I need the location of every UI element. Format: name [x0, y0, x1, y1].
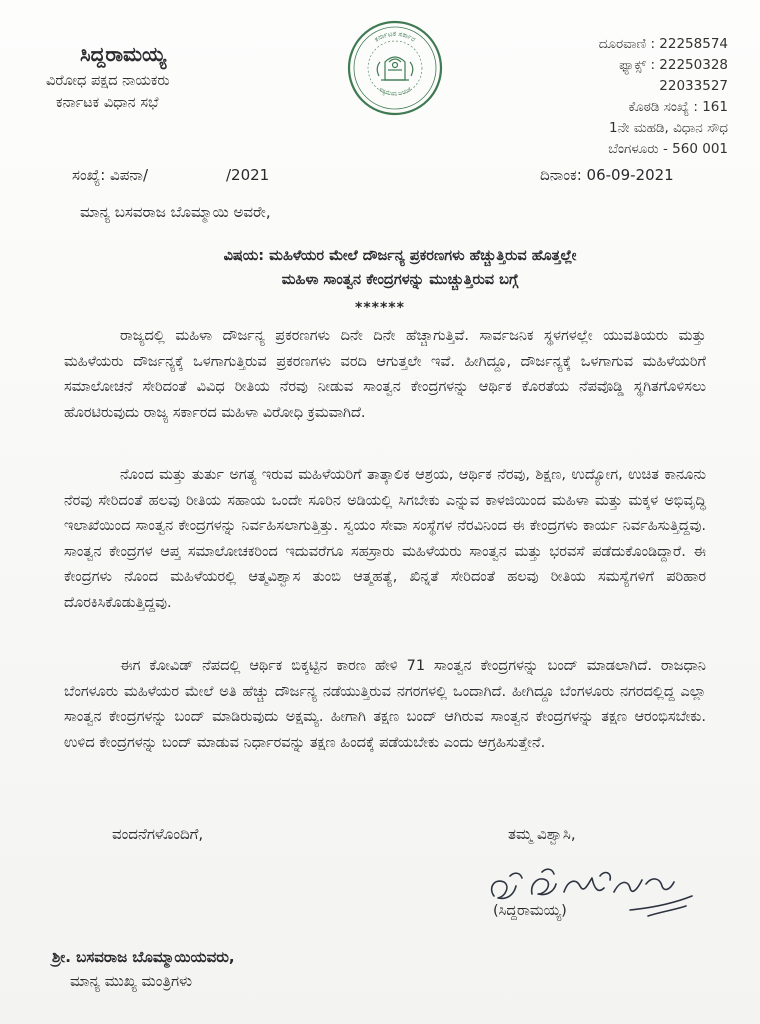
phone-number-2: 22033527	[659, 78, 728, 94]
office-city: ಬೆಂಗಳೂರು - 560 001	[608, 141, 728, 157]
salutation: ಮಾನ್ಯ ಬಸವರಾಜ ಬೊಮ್ಮಾಯಿ ಅವರೇ,	[80, 203, 271, 221]
body-paragraph-3	[64, 654, 706, 756]
subject-line-2: ಮಹಿಳಾ ಸಾಂತ್ವನ ಕೇಂದ್ರಗಳನ್ನು ಮುಚ್ಚುತ್ತಿರುವ ಬಗ್ಗೆ	[281, 272, 519, 288]
body-paragraph-1-text: ರಾಜ್ಯದಲ್ಲಿ ಮಹಿಳಾ ದೌರ್ಜನ್ಯ ಪ್ರಕರಣಗಳು ದಿನೇ ದಿನೇ ಹೆಚ್ಚಾಗುತ್ತಿವೆ. ಸಾರ್ವಜನಿಕ ಸ್ಥಳಗಳಲ್ಲೇ ಯುವತಿಯರು ಮತ್ತು ಮಹಿಳೆಯರು ದೌರ್ಜನ್ಯಕ್ಕೆ ಒಳಗಾಗುತ್ತಿರುವ ಪ್ರಕರಣಗಳು ವರದಿ ಆಗುತ್ತಲೇ ಇವೆ. ಹೀಗಿದ್ದೂ, ದೌರ್ಜನ್ಯಕ್ಕೆ ಒಳಗಾಗುವ ಮಹಿಳೆಯರಿಗೆ ಸಮಾಲೋಚನೆ ಸೇರಿದಂತೆ ವಿವಿಧ ರೀತಿಯ ನೆರವು ನೀಡುವ ಸಾಂತ್ವನ ಕೇಂದ್ರಗಳನ್ನು ಆರ್ಥಿಕ ಕೊರತೆಯ ನೆಪವೊಡ್ಡಿ ಸ್ಥಗಿತಗೊಳಿಸಲು ಹೊರಟಿರುವುದು ರಾಜ್ಯ ಸರ್ಕಾರದ ಮಹಿಳಾ ವಿರೋಧಿ ಕ್ರಮವಾಗಿದೆ.	[64, 328, 706, 421]
reference-year: /2021	[226, 166, 270, 184]
subject	[140, 244, 660, 292]
office-floor: 1ನೇ ಮಹಡಿ, ವಿಧಾನ ಸೌಧ	[609, 120, 728, 136]
sender-office: ಕರ್ನಾಟಕ ವಿಧಾನ ಸಭೆ	[56, 95, 159, 111]
reference-number: ಸಂಖ್ಯೆ: ವಿಪನಾ/	[72, 166, 149, 184]
sender-designation: ವಿರೋಧ ಪಕ್ಷದ ನಾಯಕರು	[46, 73, 170, 89]
karnataka-seal-emblem	[345, 18, 445, 118]
addressee-name: ಶ್ರೀ. ಬಸವರಾಜ ಬೊಮ್ಮಾಯಿಯವರು,	[52, 948, 235, 966]
body-paragraph-1	[64, 324, 706, 426]
room-number: ಕೊಠಡಿ ಸಂಖ್ಯೆ : 161	[628, 99, 728, 115]
closing-greeting: ವಂದನೆಗಳೊಂದಿಗೆ,	[112, 825, 204, 843]
phone-number: ದೂರವಾಣಿ : 22258574	[598, 36, 728, 52]
svg-text:ಸತ್ಯಮೇವ ಜಯತೆ	[378, 86, 413, 98]
closing-yours: ತಮ್ಮ ವಿಶ್ವಾಸಿ,	[508, 825, 576, 843]
seal-text-bottom: ಸತ್ಯಮೇವ ಜಯತೆ	[377, 86, 413, 98]
seal-text-top: ಕರ್ನಾಟಕ ಸರ್ಕಾರ	[373, 29, 417, 44]
letter-date: ದಿನಾಂಕ: 06-09-2021	[540, 166, 674, 184]
body-paragraph-3-text: ಈಗ ಕೋವಿಡ್ ನೆಪದಲ್ಲಿ ಆರ್ಥಿಕ ಬಿಕ್ಕಟ್ಟಿನ ಕಾರಣ ಹೇಳಿ 71 ಸಾಂತ್ವನ ಕೇಂದ್ರಗಳನ್ನು ಬಂದ್ ಮಾಡಲಾಗಿದೆ. ರಾಜಧಾನಿ ಬೆಂಗಳೂರು ಮಹಿಳೆಯರ ಮೇಲೆ ಅತಿ ಹೆಚ್ಚು ದೌರ್ಜನ್ಯ ನಡೆಯುತ್ತಿರುವ ನಗರಗಳಲ್ಲಿ ಒಂದಾಗಿದೆ. ಹೀಗಿದ್ದೂ ಬೆಂಗಳೂರು ನಗರದಲ್ಲಿದ್ದ ಎಲ್ಲಾ ಸಾಂತ್ವನ ಕೇಂದ್ರಗಳನ್ನು ಬಂದ್ ಮಾಡಿರುವುದು ಅಕ್ಷಮ್ಯ. ಹೀಗಾಗಿ ತಕ್ಷಣ ಬಂದ್ ಆಗಿರುವ ಸಾಂತ್ವನ ಕೇಂದ್ರಗಳನ್ನು ತಕ್ಷಣ ಆರಂಭಿಸಬೇಕು. ಉಳಿದ ಕೇಂದ್ರಗಳನ್ನು ಬಂದ್ ಮಾಡುವ ನಿರ್ಧಾರವನ್ನು ತಕ್ಷಣ ಹಿಂದಕ್ಕೆ ಪಡೆಯಬೇಕು ಎಂದು ಆಗ್ರಹಿಸುತ್ತೇನೆ.	[64, 658, 706, 751]
signer-name: (ಸಿದ್ದರಾಮಯ್ಯ)	[493, 903, 567, 919]
contact-block	[599, 34, 728, 160]
body-paragraph-2-text: ನೊಂದ ಮತ್ತು ತುರ್ತು ಅಗತ್ಯ ಇರುವ ಮಹಿಳೆಯರಿಗೆ ತಾತ್ಕಾಲಿಕ ಆಶ್ರಯ, ಆರ್ಥಿಕ ನೆರವು, ಶಿಕ್ಷಣ, ಉದ್ಯೋಗ, ಉಚಿತ ಕಾನೂನು ನೆರವು ಸೇರಿದಂತೆ ಹಲವು ರೀತಿಯ ಸಹಾಯ ಒಂದೇ ಸೂರಿನ ಅಡಿಯಲ್ಲಿ ಸಿಗಬೇಕು ಎನ್ನುವ ಕಾಳಜಿಯಿಂದ ಮಹಿಳಾ ಮತ್ತು ಮಕ್ಕಳ ಅಭಿವೃದ್ಧಿ ಇಲಾಖೆಯಿಂದ ಸಾಂತ್ವನ ಕೇಂದ್ರಗಳನ್ನು ನಿರ್ವಹಿಸಲಾಗುತ್ತಿತ್ತು. ಸ್ವಯಂ ಸೇವಾ ಸಂಸ್ಥೆಗಳ ನೆರವಿನಿಂದ ಈ ಕೇಂದ್ರಗಳು ಕಾರ್ಯ ನಿರ್ವಹಿಸುತ್ತಿದ್ದವು. ಸಾಂತ್ವನ ಕೇಂದ್ರಗಳ ಆಪ್ತ ಸಮಾಲೋಚಕರಿಂದ ಇದುವರೆಗೂ ಸಹಸ್ರಾರು ಮಹಿಳೆಯರು ಸಾಂತ್ವನ ಮತ್ತು ಭರವಸೆ ಪಡೆದುಕೊಂಡಿದ್ದಾರೆ. ಈ ಕೇಂದ್ರಗಳು ನೊಂದ ಮಹಿಳೆಯರಲ್ಲಿ ಆತ್ಮವಿಶ್ವಾಸ ತುಂಬಿ ಆತ್ಮಹತ್ಯೆ, ಖಿನ್ನತೆ ಸೇರಿದಂತೆ ಹಲವು ರೀತಿಯ ಸಮಸ್ಯೆಗಳಿಗೆ ಪರಿಹಾರ ದೊರಕಿಸಿಕೊಡುತ್ತಿದ್ದವು.	[64, 467, 706, 611]
addressee-title: ಮಾನ್ಯ ಮುಖ್ಯ ಮಂತ್ರಿಗಳು	[70, 972, 193, 990]
subject-line-1: ವಿಷಯ: ಮಹಿಳೆಯರ ಮೇಲೆ ದೌರ್ಜನ್ಯ ಪ್ರಕರಣಗಳು ಹೆಚ್ಚುತ್ತಿರುವ ಹೊತ್ತಲ್ಲೇ	[223, 248, 577, 264]
separator: ******	[355, 300, 405, 316]
svg-text:ಕರ್ನಾಟಕ ಸರ್ಕಾರ	[373, 30, 417, 44]
sender-name: ಸಿದ್ದರಾಮಯ್ಯ	[80, 42, 167, 66]
fax-number: ಫ್ಯಾಕ್ಸ್ : 22250328	[619, 57, 728, 73]
seal-emblem-figure	[377, 57, 413, 80]
body-paragraph-2	[64, 463, 706, 616]
